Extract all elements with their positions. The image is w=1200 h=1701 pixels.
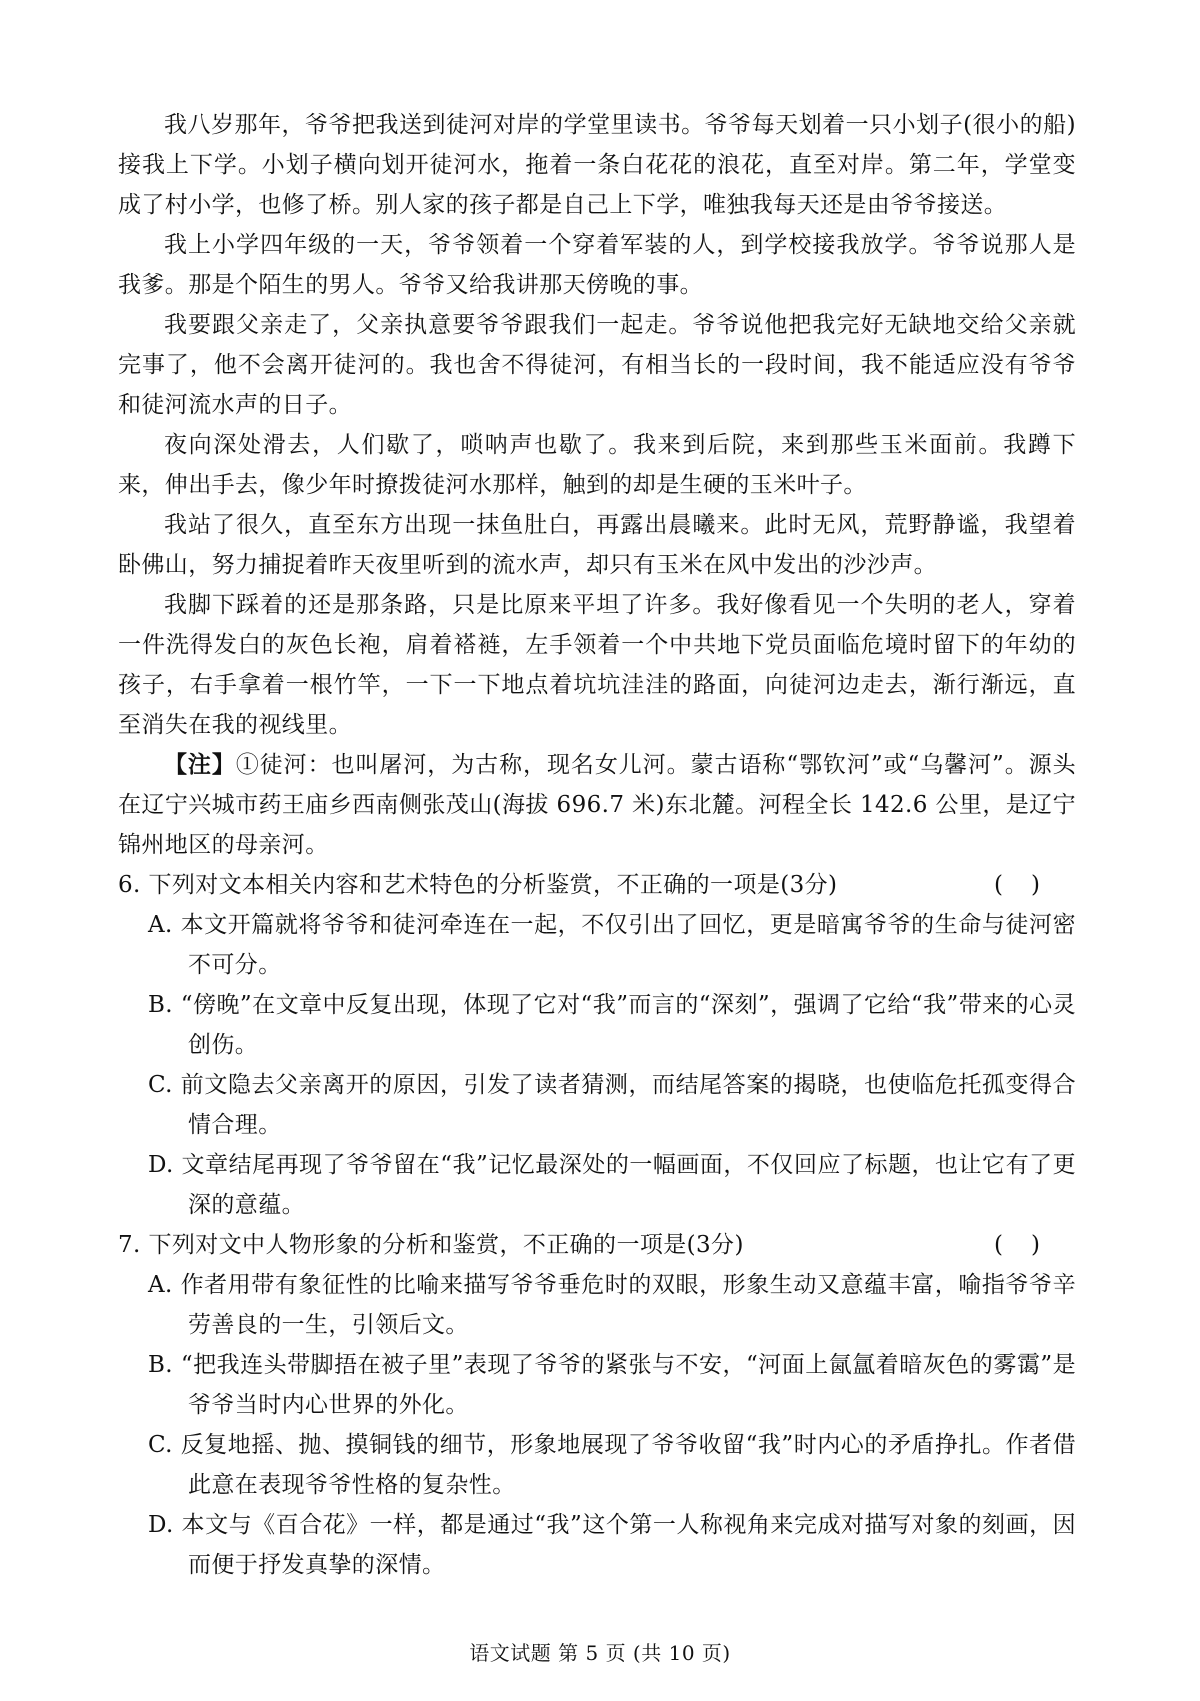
note-tag: 【注】: [164, 751, 236, 778]
answer-blank: (): [994, 872, 1068, 898]
option-a: A. 本文开篇就将爷爷和徒河牵连在一起，不仅引出了回忆，更是暗寓爷爷的生命与徒河密不可分。: [148, 912, 1076, 978]
option-d: D. 文章结尾再现了爷爷留在“我”记忆最深处的一幅画面，不仅回应了标题，也让它有了更深的意蕴。: [148, 1152, 1076, 1218]
passage-paragraph: 夜向深处滑去，人们歇了，唢呐声也歇了。我来到后院，来到那些玉米面前。我蹲下来，伸出手去，像少年时撩拨徒河水那样，触到的却是生硬的玉米叶子。: [118, 432, 1076, 498]
passage-paragraph: 我八岁那年，爷爷把我送到徒河对岸的学堂里读书。爷爷每天划着一只小划子(很小的船)接我上下学。小划子横向划开徒河水，拖着一条白花花的浪花，直至对岸。第二年，学堂变成了村小学，也修了桥。别人家的孩子都是自己上下学，唯独我每天还是由爷爷接送。: [118, 112, 1076, 218]
passage-paragraph: 我要跟父亲走了，父亲执意要爷爷跟我们一起走。爷爷说他把我完好无缺地交给父亲就完事了，他不会离开徒河的。我也舍不得徒河，有相当长的一段时间，我不能适应没有爷爷和徒河流水声的日子。: [118, 312, 1076, 418]
passage-paragraph: 我站了很久，直至东方出现一抹鱼肚白，再露出晨曦来。此时无风，荒野静谧，我望着卧佛山，努力捕捉着昨天夜里听到的流水声，却只有玉米在风中发出的沙沙声。: [118, 512, 1076, 578]
question-6: [118, 865, 1076, 1225]
page-footer: 语文试题 第 5 页 (共 10 页): [469, 1641, 731, 1665]
option-b: B. “傍晚”在文章中反复出现，体现了它对“我”而言的“深刻”，强调了它给“我”带来的心灵创伤。: [148, 992, 1076, 1058]
question-7: [118, 1225, 1076, 1585]
question-stem: 7. 下列对文中人物形象的分析和鉴赏，不正确的一项是(3分): [118, 1232, 744, 1258]
passage-paragraph: 我脚下踩着的还是那条路，只是比原来平坦了许多。我好像看见一个失明的老人，穿着一件洗得发白的灰色长袍，肩着褡裢，左手领着一个中共地下党员面临危境时留下的年幼的孩子，右手拿着一根竹竿，一下一下地点着坑坑洼洼的路面，向徒河边走去，渐行渐远，直至消失在我的视线里。: [118, 592, 1076, 738]
answer-blank: (): [994, 1232, 1068, 1258]
option-b: B. “把我连头带脚捂在被子里”表现了爷爷的紧张与不安，“河面上氤氲着暗灰色的雾霭”是爷爷当时内心世界的外化。: [148, 1352, 1076, 1418]
annotation-note: [118, 745, 1076, 865]
option-d: D. 本文与《百合花》一样，都是通过“我”这个第一人称视角来完成对描写对象的刻画，因而便于抒发真挚的深情。: [148, 1512, 1076, 1578]
passage-paragraph: 我上小学四年级的一天，爷爷领着一个穿着军装的人，到学校接我放学。爷爷说那人是我爹。那是个陌生的男人。爷爷又给我讲那天傍晚的事。: [118, 232, 1076, 298]
option-a: A. 作者用带有象征性的比喻来描写爷爷垂危时的双眼，形象生动又意蕴丰富，喻指爷爷辛劳善良的一生，引领后文。: [148, 1272, 1076, 1338]
option-c: C. 反复地摇、抛、摸铜钱的细节，形象地展现了爷爷收留“我”时内心的矛盾挣扎。作者借此意在表现爷爷性格的复杂性。: [148, 1432, 1076, 1498]
passage: [118, 105, 1076, 745]
note-text: ①徒河：也叫屠河，为古称，现名女儿河。蒙古语称“鄂钦河”或“乌馨河”。源头在辽宁兴城市药王庙乡西南侧张茂山(海拔 696.7 米)东北麓。河程全长 142.6 公里，是辽宁锦州地区的母亲河。: [118, 752, 1076, 858]
option-c: C. 前文隐去父亲离开的原因，引发了读者猜测，而结尾答案的揭晓，也使临危托孤变得合情合理。: [148, 1072, 1076, 1138]
question-stem: 6. 下列对文本相关内容和艺术特色的分析鉴赏，不正确的一项是(3分): [118, 872, 838, 898]
